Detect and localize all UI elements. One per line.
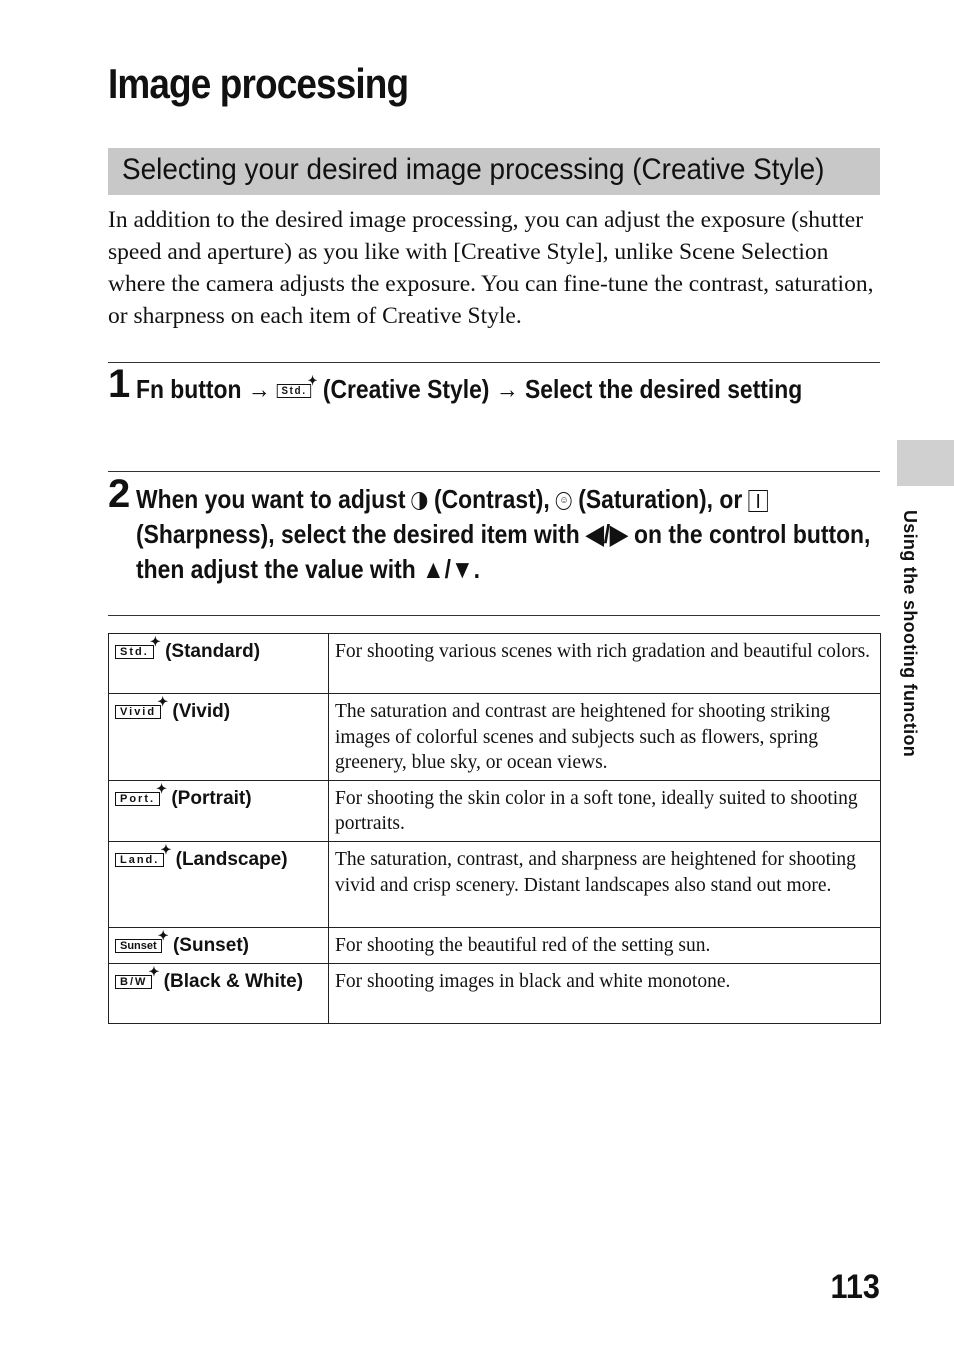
step-number: 2: [108, 472, 131, 516]
style-name-cell: Std. ✦ (Standard): [109, 634, 329, 694]
sunset-icon: Sunset ✦: [115, 939, 162, 953]
page-title: Image processing: [108, 60, 409, 107]
style-desc-cell: For shooting various scenes with rich gradation and beautiful colors.: [329, 634, 881, 694]
chapter-label: Using the shooting function: [900, 510, 920, 758]
section-heading-text: Selecting your desired image processing (Creative Style): [122, 153, 825, 186]
table-row: [109, 927, 881, 963]
style-desc-cell: For shooting the skin color in a soft tone, ideally suited to shooting portraits.: [329, 780, 881, 841]
style-desc-cell: The saturation and contrast are heightened for shooting striking images of colorful scenes and subjects such as flowers, spring greenery, blue sky, or ocean views.: [329, 694, 881, 781]
style-desc-cell: For shooting the beautiful red of the setting sun.: [329, 927, 881, 963]
style-name-cell: Port. ✦ (Portrait): [109, 780, 329, 841]
divider: [108, 362, 880, 363]
table-row: [109, 841, 881, 927]
table-row: [109, 963, 881, 1023]
step-text: When you want to adjust (Contrast), ☺ (Saturation), or (Sharpness), select the desired item with ◀/▶ on the control button, then adjust the value with ▲/▼.: [136, 484, 871, 584]
sharpness-icon: [749, 490, 768, 512]
divider: [108, 471, 880, 472]
table-row: [109, 634, 881, 694]
style-desc-cell: The saturation, contrast, and sharpness are heightened for shooting vivid and crisp scenery. Distant landscapes also stand out more.: [329, 841, 881, 927]
vivid-icon: Vivid ✦: [115, 705, 161, 719]
table-row: [109, 780, 881, 841]
table-row: [109, 694, 881, 781]
divider: [108, 615, 880, 616]
page-number: 113: [830, 1268, 880, 1306]
contrast-icon: [412, 492, 428, 510]
std-icon: Std. ✦: [115, 645, 154, 659]
section-heading: [108, 148, 880, 195]
landscape-icon: Land. ✦: [115, 853, 164, 867]
style-name-cell: Sunset ✦ (Sunset): [109, 927, 329, 963]
creative-style-table: [108, 633, 881, 1024]
step-number: 1: [108, 362, 131, 406]
portrait-icon: Port. ✦: [115, 792, 160, 806]
style-name-cell: B/W ✦ (Black & White): [109, 963, 329, 1023]
creative-style-std-icon: Std. ✦: [277, 384, 311, 398]
style-name-cell: Vivid ✦ (Vivid): [109, 694, 329, 781]
style-name-cell: Land. ✦ (Landscape): [109, 841, 329, 927]
style-desc-cell: For shooting images in black and white monotone.: [329, 963, 881, 1023]
black-white-icon: B/W ✦: [115, 975, 152, 989]
chapter-tab: [897, 440, 954, 486]
saturation-icon: ☺: [556, 492, 572, 510]
intro-paragraph: In addition to the desired image processing, you can adjust the exposure (shutter speed and aperture) as you like with [Creative Style], unlike Scene Selection where the camera adjusts the exposure. You can fine-tune the contrast, saturation, or sharpness on each item of Creative Style.: [108, 207, 874, 329]
step-text: Fn button → Std. ✦ (Creative Style) → Select the desired setting: [136, 373, 803, 404]
